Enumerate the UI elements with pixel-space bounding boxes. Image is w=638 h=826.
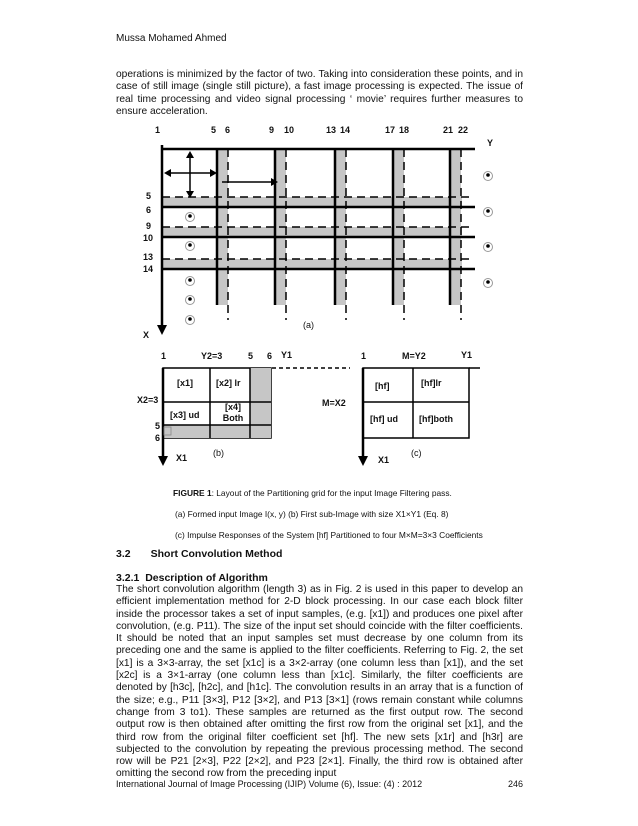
section-heading [116, 548, 282, 560]
figure-1c-x-arrowhead [358, 456, 368, 466]
fig-b-x1-label: X1 [176, 453, 188, 463]
intro-paragraph: operations is minimized by the factor of two. Taking into consideration these points, and in case of still image (single still picture), a fast image processing is expected. The issue of real time processing and video signal processing ‘ movie’ requires further measures to ensure acceleration. [116, 69, 523, 117]
fig-a-sublabel: (a) [303, 320, 314, 330]
running-header: Mussa Mohamed Ahmed [116, 33, 227, 44]
fig-b-cell-x3: [x3] ud [170, 410, 200, 420]
fig-c-top-label: M=Y2 [402, 351, 426, 361]
fig-b-y1-label: Y1 [281, 350, 293, 360]
fig-b-top-label: Y2=3 [201, 351, 223, 361]
fig-a-left-label: 10 [143, 233, 154, 243]
fig-a-top-label: 17 [385, 125, 396, 135]
fig-a-left-label: 6 [146, 205, 152, 215]
subsection-number: 3.2.1 [116, 572, 140, 584]
fig-a-x-axis-label: X [143, 330, 150, 340]
grid-solid-horizontals [162, 149, 475, 269]
fig-a-top-label: 10 [284, 125, 295, 135]
figure-caption [173, 488, 452, 498]
fig-c-cell-hf: [hf] [375, 381, 390, 391]
fig-b-sublabel: (b) [213, 448, 224, 458]
fig-a-y-axis-label: Y [487, 138, 494, 148]
page-number: 246 [507, 779, 523, 789]
fig-c-cell-hf-lr: [hf]lr [421, 378, 442, 388]
footer [116, 779, 523, 789]
fig-a-top-label: 18 [399, 125, 410, 135]
fig-a-left-label: 13 [143, 252, 154, 262]
fig-a-left-label: 5 [146, 191, 152, 201]
fig-a-top-label: 21 [443, 125, 454, 135]
fig-c-cell-hf-both: [hf]both [419, 414, 453, 424]
figure-1b-x-arrowhead [158, 456, 168, 466]
fig-b-top-label: 1 [161, 351, 167, 361]
fig-b-cell-x2: [x2] lr [216, 378, 241, 388]
fig-c-sublabel: (c) [411, 448, 422, 458]
fig-b-cell-x4: [x4] Both [222, 402, 244, 423]
figure-caption-title: FIGURE 1 [173, 488, 212, 498]
subsection-heading [116, 572, 268, 584]
fig-a-top-label: 13 [326, 125, 337, 135]
figure-caption-text: : Layout of the Partitioning grid for the input Image Filtering pass. [211, 488, 452, 498]
fig-a-top-label: 6 [225, 125, 231, 135]
fig-a-left-label: 14 [143, 264, 154, 274]
fig-c-y1-label: Y1 [461, 350, 473, 360]
figure-1c-frame [363, 368, 469, 438]
fig-c-x1-label: X1 [378, 455, 390, 465]
fig-a-top-label: 1 [155, 125, 161, 135]
section-title: Short Convolution Method [150, 548, 283, 560]
fig-a-top-label: 22 [458, 125, 469, 135]
fig-a-left-label: 9 [146, 221, 152, 231]
x-axis-arrowhead [157, 325, 167, 335]
fig-b-left-label: 6 [155, 433, 161, 443]
figure-1b-shaded-row [163, 425, 271, 438]
fig-b-cell-x1: [x1] [177, 378, 194, 388]
subsection-title: Description of Algorithm [145, 572, 268, 584]
fig-a-top-label: 9 [269, 125, 275, 135]
footer-journal: International Journal of Image Processing (IJIP) Volume (6), Issue: (4) : 2012 [116, 779, 423, 789]
figure-caption-c: (c) Impulse Responses of the System [hf] Partitioned to four M×M=3×3 Coefficients [175, 530, 483, 540]
fig-a-top-label: 14 [340, 125, 351, 135]
body-paragraph: The short convolution algorithm (length 3) as in Fig. 2 is used in this paper to develop an efficient implementation method for 2-D block processing. In our case each block filter inside the processor takes a set of input samples, (e.g. [x1]) and produces one pixel after convolution, (e.g. P11). The size of the input set should coincide with the filter coefficients. It should be noted that an input samples set must decrease by one column from its preceding one and the same is applied to the filter coefficients. Referring to Fig. 2, the set [x1] is a 3×3-array, the set [x1c] is a 3×2-array (one column less than [x1]), and the set [x2c] is a 3×1-array (one column less than [x1c]. Similarly, the filter coefficients are denoted by [h3c], [h2c], and [h1c]. The convolution results in an array that is a function of the size; e.g., P11 [3×3], P12 [3×2], and P13 [3×1] (rows remain constant while columns change from 3 to1). These samples are returned as the first output row. The second output row is then obtained after omitting the first row from the original set [x1], and the third row from the original filter coefficient set [hf]. The new sets [x1r] and [h3r] are subjected to the convolution by repeating the previous processing method. The second row will be P21 [2×3], P22 [2×2], and P23 [2×1]. Finally, the third row is obtained after omitting the second row from the preceding input [116, 584, 523, 780]
fig-c-cell-hf-ud: [hf] ud [370, 414, 398, 424]
fig-b-left-label: 5 [155, 421, 161, 431]
figure-1c-grid [363, 368, 469, 438]
fig-a-top-label: 5 [211, 125, 217, 135]
fig-b-x2-label: X2=3 [137, 395, 159, 405]
fig-b-top-label: 5 [248, 351, 254, 361]
figure-caption-a: (a) Formed input Image I(x, y) (b) First sub-Image with size X1×Y1 (Eq. 8) [175, 509, 449, 519]
section-number: 3.2 [116, 548, 131, 560]
fig-c-top-label: 1 [361, 351, 367, 361]
fig-b-top-label: 6 [267, 351, 273, 361]
fig-mid-label: M=X2 [322, 398, 346, 408]
